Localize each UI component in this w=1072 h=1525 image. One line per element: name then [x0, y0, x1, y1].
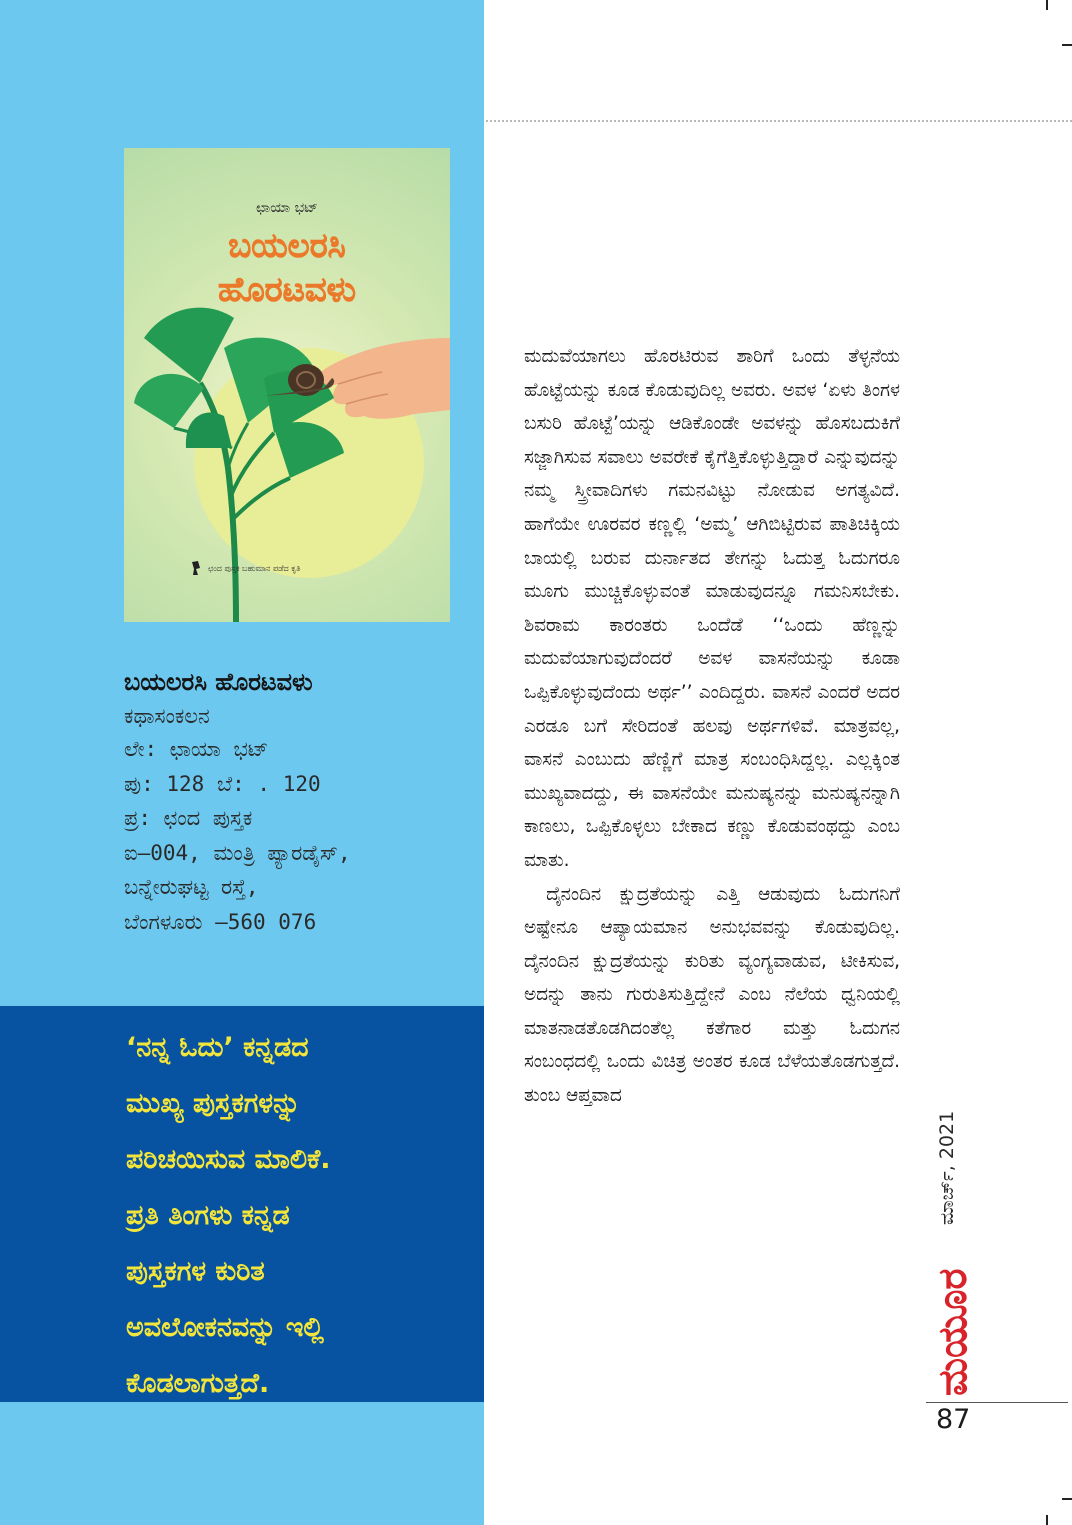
crop-mark: [1046, 0, 1048, 10]
book-info: [124, 668, 464, 939]
article-paragraph: ದೈನಂದಿನ ಕ್ಷುದ್ರತೆಯನ್ನು ಎತ್ತಿ ಆಡುವುದು ಓದುಗನಿಗೆ ಅಷ್ಟೇನೂ ಆಪ್ಯಾಯಮಾನ ಅನುಭವವನ್ನು ಕೊಡುವುದಿಲ್ಲ. ದೈನಂದಿನ ಕ್ಷುದ್ರತೆಯನ್ನು ಕುರಿತು ವ್ಯಂಗ್ಯವಾಡುವ, ಟೀಕಿಸುವ, ಅದನ್ನು ತಾನು ಗುರುತಿಸುತ್ತಿದ್ದೇನೆ ಎಂಬ ನೆಲೆಯ ಧ್ವನಿಯಲ್ಲಿ ಮಾತನಾಡತೊಡಗಿದಂತೆಲ್ಲ ಕತೆಗಾರ ಮತ್ತು ಓದುಗನ ಸಂಬಂಧದಲ್ಲಿ ಒಂದು ವಿಚಿತ್ರ ಅಂತರ ಕೂಡ ಬೆಳೆಯತೊಡಗುತ್ತದೆ. ತುಂಬ ಆಪ್ತವಾದ: [524, 883, 900, 1107]
cover-title: [124, 224, 450, 312]
note-line: ಪರಿಚಯಿಸುವ ಮಾಲಿಕೆ.: [126, 1144, 331, 1175]
page-number: 87: [936, 1404, 971, 1435]
leaf-shape: [186, 413, 232, 448]
cover-publisher-text: ಛಂದ ಪುಸ್ತಕ ಬಹುಮಾನ ಪಡೆದ ಕೃತಿ: [208, 564, 301, 573]
note-line: ಅವಲೋಕನವನ್ನು ಇಲ್ಲಿ: [126, 1312, 324, 1343]
footer-rule: [926, 1402, 1068, 1403]
magazine-masthead: ಮಯೂರ: [930, 1268, 976, 1396]
issue-date: ಮಾರ್ಚ್, 2021: [936, 1110, 958, 1225]
hand-shape: [314, 338, 450, 419]
book-address-line: ಬೆಂಗಳೂರು –560 076: [124, 909, 317, 934]
article-paragraph: ಮದುವೆಯಾಗಲು ಹೊರಟಿರುವ ಶಾರಿಗೆ ಒಂದು ತೆಳ್ಳನೆಯ ಹೊಟ್ಟೆಯನ್ನು ಕೂಡ ಕೊಡುವುದಿಲ್ಲ ಅವರು. ಅವಳ ‘ಏಳು ತಿಂಗಳ ಬಸುರಿ ಹೊಟ್ಟೆ’ಯನ್ನು ಆಡಿಕೊಂಡೇ ಅವಳನ್ನು ಹೊಸಬದುಕಿಗೆ ಸಜ್ಜಾಗಿಸುವ ಸವಾಲು ಅವರೇಕೆ ಕೈಗೆತ್ತಿಕೊಳ್ಳುತ್ತಿದ್ದಾರೆ ಎನ್ನುವುದನ್ನು ನಮ್ಮ ಸ್ತ್ರೀವಾದಿಗಳು ಗಮನವಿಟ್ಟು ನೋಡುವ ಅಗತ್ಯವಿದೆ. ಹಾಗೆಯೇ ಊರವರ ಕಣ್ಣಲ್ಲಿ ‘ಅಮ್ಮ’ ಆಗಿಬಿಟ್ಟಿರುವ ಪಾತಿಚಿಕ್ಕಿಯ ಬಾಯಲ್ಲಿ ಬರುವ ದುರ್ನಾತದ ತೇಗನ್ನು ಓದುತ್ತ ಓದುಗರೂ ಮೂಗು ಮುಚ್ಚಿಕೊಳ್ಳುವಂತೆ ಮಾಡುವುದನ್ನೂ ಗಮನಿಸಬೇಕು. ಶಿವರಾಮ ಕಾರಂತರು ಒಂದೆಡೆ ‘‘ಒಂದು ಹೆಣ್ಣನ್ನು ಮದುವೆಯಾಗುವುದೆಂದರೆ ಅವಳ ವಾಸನೆಯನ್ನು ಕೂಡಾ ಒಪ್ಪಿಕೊಳ್ಳುವುದೆಂದು ಅರ್ಥ’’ ಎಂದಿದ್ದರು. ವಾಸನೆ ಎಂದರೆ ಅದರ ಎರಡೂ ಬಗೆ ಸೇರಿದಂತೆ ಹಲವು ಅರ್ಥಗಳಿವೆ. ಮಾತ್ರವಲ್ಲ, ವಾಸನೆ ಎಂಬುದು ಹೆಣ್ಣಿಗೆ ಮಾತ್ರ ಸಂಬಂಧಿಸಿದ್ದಲ್ಲ. ಎಲ್ಲಕ್ಕಿಂತ ಮುಖ್ಯವಾದದ್ದು, ಈ ವಾಸನೆಯೇ ಮನುಷ್ಯನನ್ನು ಮನುಷ್ಯನನ್ನಾಗಿ ಕಾಣಲು, ಒಪ್ಪಿಕೊಳ್ಳಲು ಬೇಕಾದ ಕಣ್ಣು ಕೊಡುವಂಥದ್ದು ಎಂಬ ಮಾತು.: [524, 346, 900, 871]
leaf-shape: [144, 308, 234, 383]
leaf-shape: [134, 374, 204, 428]
series-note-text: [126, 1020, 476, 1412]
book-pages-price-line: ಪು: 128 ಬೆ: . 120: [124, 771, 321, 796]
note-line: ‘ನನ್ನ ಓದು’ ಕನ್ನಡದ: [126, 1032, 309, 1063]
publisher-logo-icon: [190, 560, 202, 576]
crop-mark: [1062, 1498, 1072, 1500]
cover-illustration: [124, 148, 450, 622]
crop-mark: [1046, 1515, 1048, 1525]
book-publisher-line: ಪ್ರ: ಛಂದ ಪುಸ್ತಕ: [124, 806, 253, 830]
dotted-divider: [486, 120, 1072, 122]
book-address-line: ಬನ್ನೇರುಘಟ್ಟ ರಸ್ತೆ,: [124, 875, 259, 899]
book-title: ಬಯಲರಸಿ ಹೊರಟವಳು: [124, 668, 313, 696]
note-line: ಮುಖ್ಯ ಪುಸ್ತಕಗಳನ್ನು: [126, 1088, 301, 1119]
leaf-shape: [274, 422, 344, 478]
book-cover-image: [124, 148, 450, 622]
cover-title-line: ಹೊರಟವಳು: [218, 270, 356, 310]
cover-author: ಛಾಯಾ ಭಟ್: [256, 200, 318, 216]
book-author-line: ಲೇ: ಛಾಯಾ ಭಟ್: [124, 737, 269, 761]
cover-title-line: ಬಯಲರಸಿ: [228, 226, 346, 266]
book-address-line: ಐ–004, ಮಂತ್ರಿ ಪ್ಯಾರಡೈಸ್,: [124, 840, 351, 865]
crop-mark: [1062, 44, 1072, 46]
note-line: ಕೊಡಲಾಗುತ್ತದೆ.: [126, 1368, 270, 1399]
note-line: ಪುಸ್ತಕಗಳ ಕುರಿತ: [126, 1256, 265, 1287]
book-genre: ಕಥಾಸಂಕಲನ: [124, 704, 210, 728]
note-line: ಪ್ರತಿ ತಿಂಗಳು ಕನ್ನಡ: [126, 1200, 290, 1231]
article-body: [524, 340, 900, 1113]
